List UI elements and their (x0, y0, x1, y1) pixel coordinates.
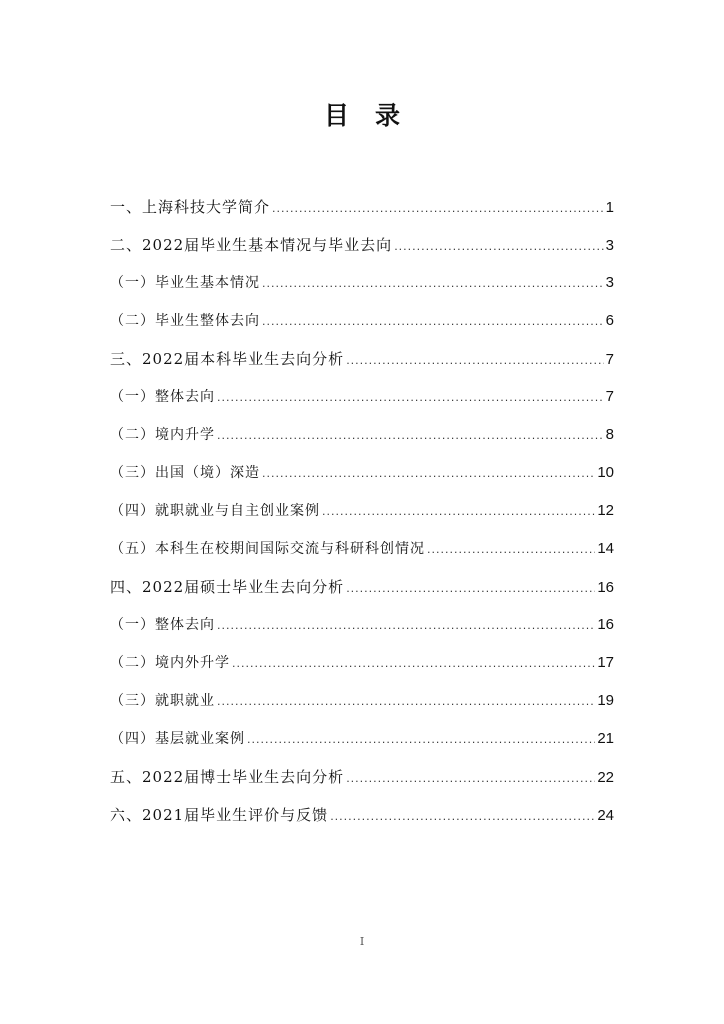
toc-entry-label: （四）基层就业案例 (110, 731, 245, 747)
toc-entry[interactable] (110, 309, 614, 347)
toc-entry[interactable] (110, 271, 614, 309)
toc-entry-label: 六、2021届毕业生评价与反馈 (110, 806, 329, 824)
toc-leader-dots (322, 500, 595, 524)
toc-entry[interactable] (110, 233, 614, 271)
toc-leader-dots (217, 386, 604, 410)
toc-entry-label: 一、上海科技大学简介 (110, 198, 271, 216)
toc-entry[interactable] (110, 499, 614, 537)
toc-entry[interactable] (110, 765, 614, 803)
toc-leader-dots (217, 614, 595, 638)
toc-entry-label: （五）本科生在校期间国际交流与科研科创情况 (110, 541, 425, 557)
toc-entry-label: （三）出国（境）深造 (110, 465, 260, 481)
toc-entry-page: 7 (605, 351, 614, 368)
toc-entry[interactable] (110, 689, 614, 727)
toc-entry-page: 16 (597, 579, 614, 596)
toc-leader-dots (330, 805, 595, 829)
toc-entry-page: 21 (597, 730, 614, 747)
toc-entry[interactable] (110, 803, 614, 841)
toc-leader-dots (346, 767, 595, 791)
toc-entry[interactable] (110, 461, 614, 499)
toc-entry-page: 8 (605, 426, 614, 443)
toc-entry-label: （三）就职就业 (110, 693, 215, 709)
page-title (0, 96, 724, 132)
toc-entry-page: 19 (597, 692, 614, 709)
title-char-2: 录 (375, 101, 401, 130)
toc-entry-page: 24 (597, 807, 614, 824)
toc-entry-page: 22 (597, 769, 614, 786)
toc-entry-page: 1 (605, 199, 614, 216)
toc-leader-dots (262, 310, 604, 334)
toc-entry-label: （二）境内外升学 (110, 655, 230, 671)
toc-entry-page: 7 (605, 388, 614, 405)
toc-entry-label: （一）整体去向 (110, 389, 215, 405)
toc-entry[interactable] (110, 385, 614, 423)
toc-leader-dots (262, 462, 595, 486)
toc-entry[interactable] (110, 613, 614, 651)
toc-entry-page: 12 (597, 502, 614, 519)
toc-entry-page: 3 (605, 274, 614, 291)
toc-entry-label: （四）就职就业与自主创业案例 (110, 503, 320, 519)
toc-entry-page: 14 (597, 540, 614, 557)
toc-entry-page: 6 (605, 312, 614, 329)
table-of-contents (110, 195, 614, 841)
toc-leader-dots (346, 577, 595, 601)
toc-entry-label: （二）毕业生整体去向 (110, 313, 260, 329)
toc-entry[interactable] (110, 423, 614, 461)
toc-entry-label: 二、2022届毕业生基本情况与毕业去向 (110, 236, 393, 254)
toc-leader-dots (217, 424, 604, 448)
page-number-footer: I (359, 935, 365, 948)
toc-leader-dots (346, 349, 603, 373)
toc-entry-page: 17 (597, 654, 614, 671)
toc-leader-dots (394, 235, 603, 259)
toc-entry-page: 10 (597, 464, 614, 481)
toc-entry-page: 16 (597, 616, 614, 633)
title-char-1: 目 (323, 101, 349, 130)
toc-leader-dots (262, 272, 604, 296)
toc-entry-label: （一）毕业生基本情况 (110, 275, 260, 291)
toc-entry-label: 五、2022届博士毕业生去向分析 (110, 768, 345, 786)
toc-leader-dots (272, 197, 604, 221)
toc-entry[interactable] (110, 727, 614, 765)
toc-leader-dots (247, 728, 595, 752)
toc-entry-label: （二）境内升学 (110, 427, 215, 443)
toc-entry[interactable] (110, 195, 614, 233)
toc-entry[interactable] (110, 575, 614, 613)
toc-entry-label: 四、2022届硕士毕业生去向分析 (110, 578, 345, 596)
toc-leader-dots (427, 538, 595, 562)
toc-leader-dots (232, 652, 595, 676)
toc-leader-dots (217, 690, 595, 714)
toc-entry[interactable] (110, 347, 614, 385)
toc-entry-page: 3 (605, 237, 614, 254)
toc-entry-label: 三、2022届本科毕业生去向分析 (110, 350, 345, 368)
toc-entry[interactable] (110, 651, 614, 689)
toc-entry-label: （一）整体去向 (110, 617, 215, 633)
toc-entry[interactable] (110, 537, 614, 575)
